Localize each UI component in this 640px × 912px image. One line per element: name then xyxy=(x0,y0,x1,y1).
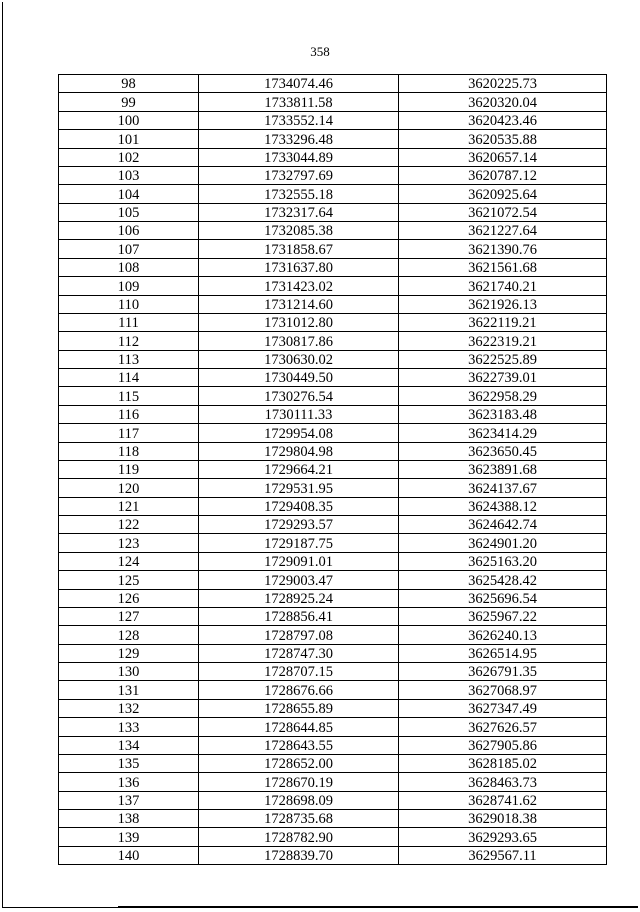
point-number-cell: 114 xyxy=(59,369,199,387)
y-coordinate-cell: 3627068.97 xyxy=(399,681,607,699)
x-coordinate-cell: 1733811.58 xyxy=(199,93,399,111)
x-coordinate-cell: 1733044.89 xyxy=(199,148,399,166)
y-coordinate-cell: 3629018.38 xyxy=(399,810,607,828)
coordinates-table xyxy=(58,74,607,865)
y-coordinate-cell: 3624388.12 xyxy=(399,497,607,515)
point-number-cell: 100 xyxy=(59,111,199,129)
point-number-cell: 103 xyxy=(59,166,199,184)
y-coordinate-cell: 3625428.42 xyxy=(399,571,607,589)
coordinates-table-body xyxy=(59,75,607,865)
table-row xyxy=(59,369,607,387)
x-coordinate-cell: 1729293.57 xyxy=(199,516,399,534)
y-coordinate-cell: 3623650.45 xyxy=(399,442,607,460)
table-row xyxy=(59,387,607,405)
table-row xyxy=(59,258,607,276)
x-coordinate-cell: 1728707.15 xyxy=(199,663,399,681)
y-coordinate-cell: 3625163.20 xyxy=(399,552,607,570)
point-number-cell: 102 xyxy=(59,148,199,166)
y-coordinate-cell: 3621740.21 xyxy=(399,277,607,295)
x-coordinate-cell: 1729804.98 xyxy=(199,442,399,460)
x-coordinate-cell: 1732797.69 xyxy=(199,166,399,184)
table-row xyxy=(59,718,607,736)
table-row xyxy=(59,626,607,644)
y-coordinate-cell: 3623891.68 xyxy=(399,460,607,478)
x-coordinate-cell: 1730630.02 xyxy=(199,350,399,368)
point-number-cell: 118 xyxy=(59,442,199,460)
point-number-cell: 105 xyxy=(59,203,199,221)
y-coordinate-cell: 3627905.86 xyxy=(399,736,607,754)
y-coordinate-cell: 3623414.29 xyxy=(399,424,607,442)
x-coordinate-cell: 1728925.24 xyxy=(199,589,399,607)
point-number-cell: 136 xyxy=(59,773,199,791)
table-row xyxy=(59,148,607,166)
table-row xyxy=(59,516,607,534)
x-coordinate-cell: 1728698.09 xyxy=(199,791,399,809)
x-coordinate-cell: 1729091.01 xyxy=(199,552,399,570)
point-number-cell: 104 xyxy=(59,185,199,203)
table-row xyxy=(59,828,607,846)
point-number-cell: 131 xyxy=(59,681,199,699)
y-coordinate-cell: 3622739.01 xyxy=(399,369,607,387)
table-row xyxy=(59,185,607,203)
point-number-cell: 140 xyxy=(59,846,199,864)
y-coordinate-cell: 3622119.21 xyxy=(399,313,607,331)
y-coordinate-cell: 3629293.65 xyxy=(399,828,607,846)
point-number-cell: 108 xyxy=(59,258,199,276)
table-row xyxy=(59,166,607,184)
table-row xyxy=(59,773,607,791)
y-coordinate-cell: 3620535.88 xyxy=(399,130,607,148)
table-row xyxy=(59,791,607,809)
point-number-cell: 132 xyxy=(59,699,199,717)
x-coordinate-cell: 1729187.75 xyxy=(199,534,399,552)
x-coordinate-cell: 1729664.21 xyxy=(199,460,399,478)
y-coordinate-cell: 3621926.13 xyxy=(399,295,607,313)
y-coordinate-cell: 3620423.46 xyxy=(399,111,607,129)
x-coordinate-cell: 1728643.55 xyxy=(199,736,399,754)
y-coordinate-cell: 3629567.11 xyxy=(399,846,607,864)
point-number-cell: 133 xyxy=(59,718,199,736)
table-row xyxy=(59,277,607,295)
point-number-cell: 111 xyxy=(59,313,199,331)
y-coordinate-cell: 3625696.54 xyxy=(399,589,607,607)
y-coordinate-cell: 3620925.64 xyxy=(399,185,607,203)
table-row xyxy=(59,442,607,460)
y-coordinate-cell: 3622525.89 xyxy=(399,350,607,368)
y-coordinate-cell: 3621227.64 xyxy=(399,222,607,240)
y-coordinate-cell: 3621561.68 xyxy=(399,258,607,276)
point-number-cell: 138 xyxy=(59,810,199,828)
x-coordinate-cell: 1729408.35 xyxy=(199,497,399,515)
y-coordinate-cell: 3625967.22 xyxy=(399,607,607,625)
table-row xyxy=(59,607,607,625)
y-coordinate-cell: 3627347.49 xyxy=(399,699,607,717)
point-number-cell: 106 xyxy=(59,222,199,240)
table-row xyxy=(59,846,607,864)
x-coordinate-cell: 1731214.60 xyxy=(199,295,399,313)
table-row xyxy=(59,405,607,423)
table-row xyxy=(59,534,607,552)
point-number-cell: 134 xyxy=(59,736,199,754)
y-coordinate-cell: 3627626.57 xyxy=(399,718,607,736)
point-number-cell: 129 xyxy=(59,644,199,662)
x-coordinate-cell: 1728856.41 xyxy=(199,607,399,625)
point-number-cell: 122 xyxy=(59,516,199,534)
table-row xyxy=(59,222,607,240)
point-number-cell: 98 xyxy=(59,75,199,93)
point-number-cell: 113 xyxy=(59,350,199,368)
point-number-cell: 135 xyxy=(59,754,199,772)
x-coordinate-cell: 1728652.00 xyxy=(199,754,399,772)
table-row xyxy=(59,130,607,148)
table-row xyxy=(59,93,607,111)
point-number-cell: 124 xyxy=(59,552,199,570)
x-coordinate-cell: 1732555.18 xyxy=(199,185,399,203)
point-number-cell: 128 xyxy=(59,626,199,644)
table-row xyxy=(59,571,607,589)
y-coordinate-cell: 3620320.04 xyxy=(399,93,607,111)
point-number-cell: 126 xyxy=(59,589,199,607)
x-coordinate-cell: 1728670.19 xyxy=(199,773,399,791)
x-coordinate-cell: 1728676.66 xyxy=(199,681,399,699)
x-coordinate-cell: 1729003.47 xyxy=(199,571,399,589)
table-row xyxy=(59,663,607,681)
point-number-cell: 130 xyxy=(59,663,199,681)
y-coordinate-cell: 3628741.62 xyxy=(399,791,607,809)
x-coordinate-cell: 1728735.68 xyxy=(199,810,399,828)
point-number-cell: 116 xyxy=(59,405,199,423)
x-coordinate-cell: 1729954.08 xyxy=(199,424,399,442)
table-row xyxy=(59,699,607,717)
x-coordinate-cell: 1728782.90 xyxy=(199,828,399,846)
y-coordinate-cell: 3628185.02 xyxy=(399,754,607,772)
table-row xyxy=(59,810,607,828)
x-coordinate-cell: 1728797.08 xyxy=(199,626,399,644)
x-coordinate-cell: 1732317.64 xyxy=(199,203,399,221)
y-coordinate-cell: 3620787.12 xyxy=(399,166,607,184)
table-row xyxy=(59,460,607,478)
table-row xyxy=(59,644,607,662)
table-row xyxy=(59,203,607,221)
table-row xyxy=(59,240,607,258)
x-coordinate-cell: 1730817.86 xyxy=(199,332,399,350)
x-coordinate-cell: 1728839.70 xyxy=(199,846,399,864)
point-number-cell: 99 xyxy=(59,93,199,111)
x-coordinate-cell: 1729531.95 xyxy=(199,479,399,497)
y-coordinate-cell: 3626514.95 xyxy=(399,644,607,662)
x-coordinate-cell: 1733552.14 xyxy=(199,111,399,129)
table-row xyxy=(59,497,607,515)
x-coordinate-cell: 1734074.46 xyxy=(199,75,399,93)
table-row xyxy=(59,552,607,570)
x-coordinate-cell: 1730449.50 xyxy=(199,369,399,387)
point-number-cell: 123 xyxy=(59,534,199,552)
y-coordinate-cell: 3622958.29 xyxy=(399,387,607,405)
table-row xyxy=(59,479,607,497)
page-number: 358 xyxy=(310,44,330,59)
table-row xyxy=(59,589,607,607)
table-row xyxy=(59,681,607,699)
table-row xyxy=(59,295,607,313)
y-coordinate-cell: 3624642.74 xyxy=(399,516,607,534)
x-coordinate-cell: 1733296.48 xyxy=(199,130,399,148)
point-number-cell: 120 xyxy=(59,479,199,497)
table-row xyxy=(59,313,607,331)
table-row xyxy=(59,111,607,129)
table-row xyxy=(59,75,607,93)
point-number-cell: 107 xyxy=(59,240,199,258)
x-coordinate-cell: 1731012.80 xyxy=(199,313,399,331)
point-number-cell: 119 xyxy=(59,460,199,478)
y-coordinate-cell: 3628463.73 xyxy=(399,773,607,791)
x-coordinate-cell: 1731423.02 xyxy=(199,277,399,295)
table-row xyxy=(59,332,607,350)
table-row xyxy=(59,736,607,754)
x-coordinate-cell: 1732085.38 xyxy=(199,222,399,240)
y-coordinate-cell: 3622319.21 xyxy=(399,332,607,350)
x-coordinate-cell: 1728644.85 xyxy=(199,718,399,736)
y-coordinate-cell: 3624901.20 xyxy=(399,534,607,552)
point-number-cell: 109 xyxy=(59,277,199,295)
table-row xyxy=(59,350,607,368)
y-coordinate-cell: 3620225.73 xyxy=(399,75,607,93)
x-coordinate-cell: 1730276.54 xyxy=(199,387,399,405)
point-number-cell: 139 xyxy=(59,828,199,846)
footer-rule xyxy=(118,906,638,908)
point-number-cell: 127 xyxy=(59,607,199,625)
table-row xyxy=(59,754,607,772)
y-coordinate-cell: 3621072.54 xyxy=(399,203,607,221)
point-number-cell: 101 xyxy=(59,130,199,148)
point-number-cell: 112 xyxy=(59,332,199,350)
point-number-cell: 115 xyxy=(59,387,199,405)
table-row xyxy=(59,424,607,442)
point-number-cell: 121 xyxy=(59,497,199,515)
x-coordinate-cell: 1728655.89 xyxy=(199,699,399,717)
y-coordinate-cell: 3620657.14 xyxy=(399,148,607,166)
x-coordinate-cell: 1731858.67 xyxy=(199,240,399,258)
y-coordinate-cell: 3626791.35 xyxy=(399,663,607,681)
y-coordinate-cell: 3623183.48 xyxy=(399,405,607,423)
point-number-cell: 110 xyxy=(59,295,199,313)
point-number-cell: 117 xyxy=(59,424,199,442)
x-coordinate-cell: 1728747.30 xyxy=(199,644,399,662)
y-coordinate-cell: 3621390.76 xyxy=(399,240,607,258)
y-coordinate-cell: 3624137.67 xyxy=(399,479,607,497)
y-coordinate-cell: 3626240.13 xyxy=(399,626,607,644)
point-number-cell: 137 xyxy=(59,791,199,809)
point-number-cell: 125 xyxy=(59,571,199,589)
x-coordinate-cell: 1731637.80 xyxy=(199,258,399,276)
x-coordinate-cell: 1730111.33 xyxy=(199,405,399,423)
